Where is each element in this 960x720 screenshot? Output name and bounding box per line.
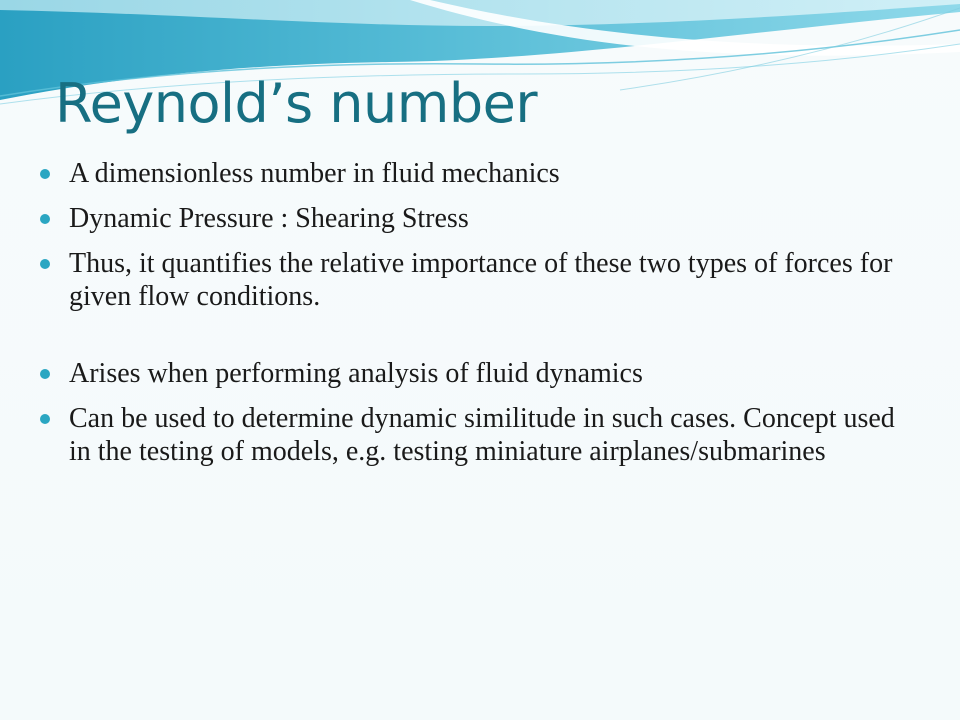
bullet-text: Can be used to determine dynamic similitude in such cases. Concept used in the testing of models, e.g. testing miniature airplanes/submarines	[69, 403, 895, 467]
bullet-list	[40, 157, 920, 480]
bullet-marker	[40, 214, 50, 224]
bullet-item	[40, 157, 920, 190]
bullet-item	[40, 202, 920, 235]
bullet-text: A dimensionless number in fluid mechanics	[69, 158, 560, 189]
bullet-text: Thus, it quantifies the relative importance of these two types of forces for given flow conditions.	[69, 248, 893, 312]
bullet-marker	[40, 259, 50, 269]
bullet-item	[40, 357, 920, 390]
bullet-item	[40, 247, 920, 313]
bullet-marker	[40, 169, 50, 179]
bullet-marker	[40, 369, 50, 379]
bullet-item	[40, 402, 920, 468]
bullet-marker	[40, 414, 50, 424]
bullet-text: Dynamic Pressure : Shearing Stress	[69, 203, 469, 234]
slide-title: Reynold’s number	[55, 72, 538, 135]
bullet-text: Arises when performing analysis of fluid dynamics	[69, 358, 643, 389]
